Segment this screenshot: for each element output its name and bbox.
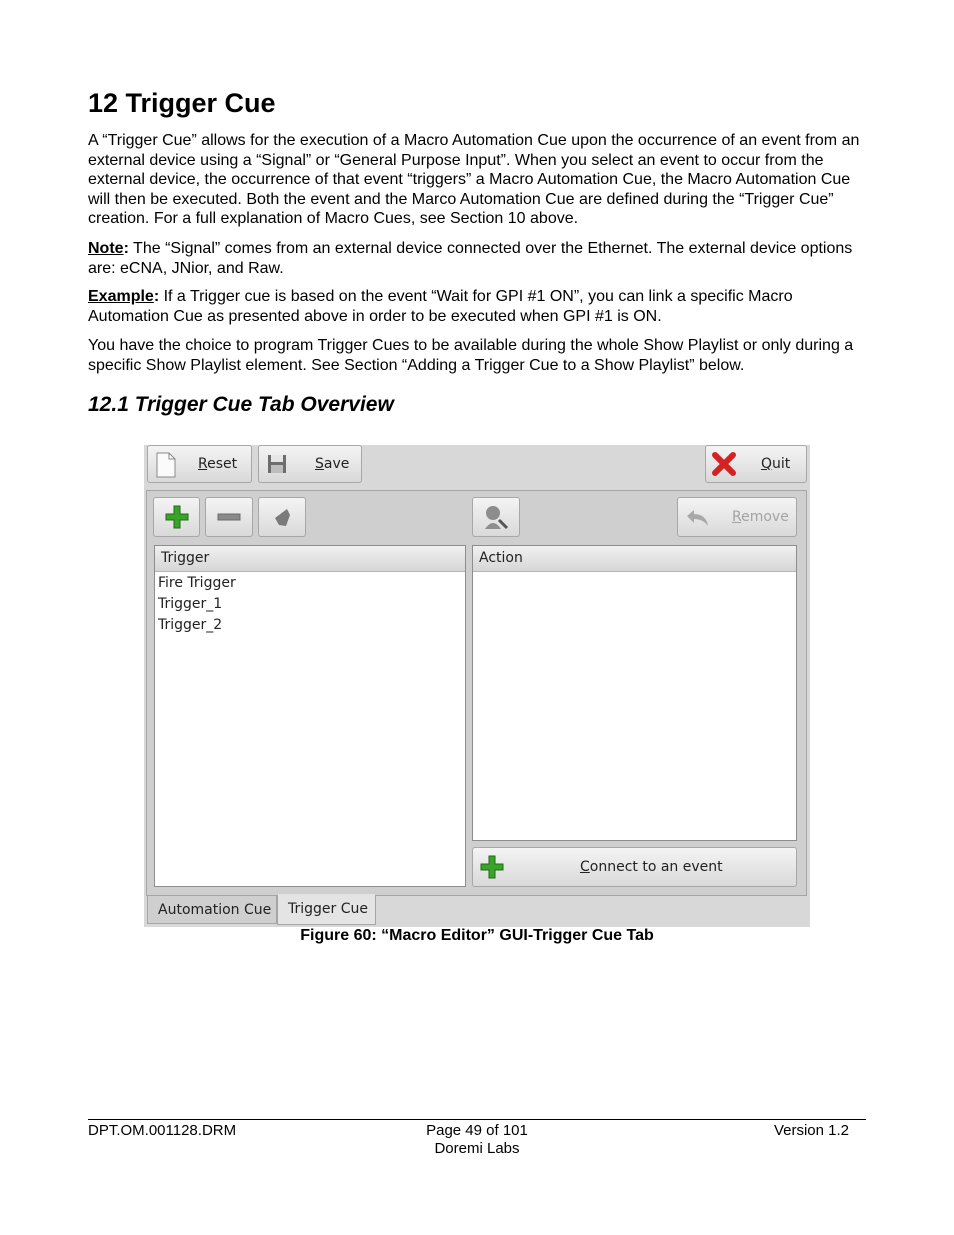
section-heading: 12.1 Trigger Cue Tab Overview xyxy=(88,393,394,416)
figure-caption: Figure 60: “Macro Editor” GUI-Trigger Cue Tab xyxy=(300,927,654,944)
reset-button[interactable] xyxy=(147,445,252,483)
tab-automation-cue[interactable]: Automation Cue xyxy=(147,896,277,924)
find-event-button[interactable] xyxy=(472,497,520,537)
example-text: If a Trigger cue is based on the event “Wait for GPI #1 ON”, you can link a specific Macro Automation Cue as presented above in order to be executed when GPI #1 is ON. xyxy=(88,288,793,325)
trigger-list xyxy=(154,545,466,887)
close-x-icon xyxy=(711,451,737,477)
add-trigger-button[interactable] xyxy=(153,497,200,537)
tab-trigger-cue[interactable]: Trigger Cue xyxy=(277,894,376,925)
remove-trigger-button[interactable] xyxy=(205,497,253,537)
note-paragraph xyxy=(88,239,868,278)
plus-icon xyxy=(479,854,505,880)
footer-page-number: Page 49 of 101 xyxy=(426,1122,528,1139)
intro-paragraph: A “Trigger Cue” allows for the execution of a Macro Automation Cue upon the occurrence of an event from an external device using a “Signal” or “General Purpose Input”. When you select an event to occur from the external device, the occurrence of that event “triggers” a Macro Automation Cue, the Macro Automation Cue will then be executed. Both the event and the Marco Automation Cue are defined during the “Trigger Cue” creation. For a full explanation of Macro Cues, see Section 10 above. xyxy=(88,132,860,228)
footer-divider xyxy=(88,1119,866,1120)
document-icon xyxy=(156,452,176,478)
page-heading: 12 Trigger Cue xyxy=(88,88,276,118)
remove-label: Remove xyxy=(732,509,789,525)
connect-event-button[interactable] xyxy=(472,847,797,887)
signal-button[interactable] xyxy=(258,497,306,537)
note-text: The “Signal” comes from an external device connected over the Ethernet. The external device options are: eCNA, JNior, and Raw. xyxy=(88,240,853,277)
example-label: Example xyxy=(88,288,154,305)
trigger-row-2[interactable]: Trigger_2 xyxy=(158,617,223,633)
save-label: Save xyxy=(315,456,350,472)
save-button[interactable] xyxy=(258,445,362,483)
note-label: Note xyxy=(88,240,124,257)
example-colon: : xyxy=(153,288,160,305)
trigger-column-header[interactable]: Trigger xyxy=(155,546,465,572)
footer-company: Doremi Labs xyxy=(434,1140,520,1157)
quit-button[interactable] xyxy=(705,445,807,483)
macro-editor-screenshot xyxy=(144,445,810,927)
footer-document-id: DPT.OM.001128.DRM xyxy=(88,1122,237,1139)
action-list xyxy=(472,545,797,841)
trigger-row-1[interactable]: Trigger_1 xyxy=(158,596,223,612)
trigger-row-fire[interactable]: Fire Trigger xyxy=(158,575,236,591)
footer-version: Version 1.2 xyxy=(773,1122,849,1139)
remove-action-button[interactable] xyxy=(677,497,797,537)
action-column-header[interactable]: Action xyxy=(473,546,796,572)
search-person-icon xyxy=(482,503,510,531)
note-colon: : xyxy=(123,240,129,257)
signal-icon xyxy=(271,506,293,528)
reset-label: Reset xyxy=(198,456,238,472)
choice-paragraph: You have the choice to program Trigger Cues to be available during the whole Show Playlist or only during a specific Show Playlist element. See Section “Adding a Trigger Cue to a Show Playlist” below. xyxy=(88,337,854,374)
minus-icon xyxy=(216,512,242,522)
example-paragraph xyxy=(88,287,868,326)
floppy-disk-icon xyxy=(267,454,287,474)
undo-arrow-icon xyxy=(684,508,712,528)
quit-label: Quit xyxy=(761,456,791,472)
connect-label: Connect to an event xyxy=(580,859,723,875)
plus-icon xyxy=(164,504,190,530)
